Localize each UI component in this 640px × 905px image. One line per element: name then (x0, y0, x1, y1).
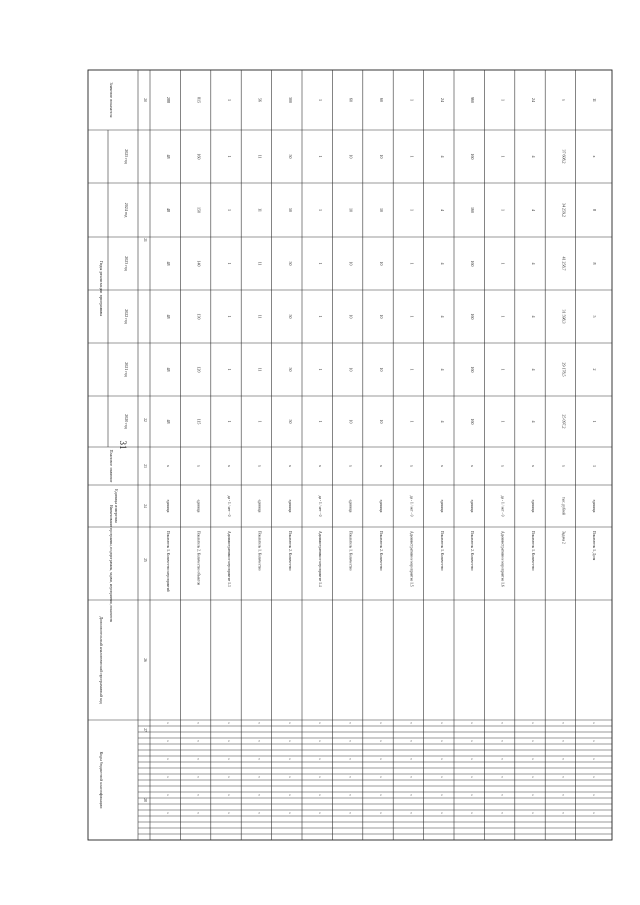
row-year-value: 160 (470, 153, 476, 160)
row-year-value: 50 (287, 419, 293, 424)
row-year-value: 10 (379, 154, 384, 159)
header-program-years: Годы реализации программы (99, 260, 104, 317)
header-year: 2020 год (124, 414, 129, 429)
row-year-value: 1 (500, 155, 506, 158)
row-final: 960 (470, 97, 476, 103)
row-year-value: 50 (287, 367, 293, 372)
row-year-value: 29 178,5 (561, 362, 567, 377)
row-year-value: 10 (379, 419, 384, 424)
row-name: Показатель 1. Количество (257, 531, 262, 571)
row-year-value: 11 (257, 261, 263, 266)
row-year-value: 10 (348, 154, 354, 159)
row-code-mark: x (500, 794, 505, 796)
row-year-value: 10 (379, 367, 384, 372)
row-year-value: 1 (227, 209, 232, 211)
row-name: Показатель 1. Количество (348, 531, 353, 571)
row-unit: единица (591, 499, 596, 513)
row-code-mark: x (166, 812, 171, 814)
row-year-value: 1 (409, 315, 415, 318)
row-code-mark: x (379, 794, 383, 796)
row-code-mark: x (591, 776, 596, 778)
row-code-mark: x (439, 722, 444, 724)
row-name: Административное мероприятие 1.4 (318, 531, 323, 587)
row-year-value: 1 (500, 368, 506, 371)
row-code-mark: x (500, 758, 505, 760)
row-year-value: 4 (439, 368, 445, 371)
row-year-value: 1 (591, 420, 597, 423)
header-budget: Коды бюджетной классификации (99, 751, 104, 809)
row-year-value: 1 (409, 420, 415, 423)
row-code-mark: x (287, 722, 292, 724)
row-code-mark: x (531, 722, 535, 724)
row-name: Показатель 1. Количество мероприятий (166, 531, 171, 592)
row-unit: единица (348, 499, 353, 513)
row-code-mark: x (379, 740, 383, 742)
row-year-value: 10 (348, 208, 354, 212)
row-code-mark: x (531, 776, 535, 778)
row-code-mark: x (318, 758, 323, 760)
row-year-value: 1 (227, 420, 232, 423)
row-year-value: 1 (500, 262, 506, 265)
row-year-value: 160 (470, 418, 476, 425)
row-code-mark: x (348, 794, 353, 796)
row-year-value: 31 598,3 (561, 309, 567, 324)
row-final: 1 (227, 99, 232, 101)
row-code-mark: x (196, 776, 201, 778)
row-year-value: 10 (348, 367, 354, 372)
row-unit: единица (196, 499, 201, 513)
row-year-value: 120 (196, 366, 202, 373)
row-final: 1 (409, 99, 415, 101)
row-year-value: 1 (318, 420, 324, 423)
row-code-mark: x (287, 812, 292, 814)
row-final: 1 (318, 99, 324, 101)
row-final: 60 (379, 98, 384, 102)
row-year-value: 160 (470, 207, 476, 213)
row-code-mark: x (409, 776, 414, 778)
header-analytic: Дополнительный аналитический программный код (99, 616, 104, 704)
row-year-value: 4 (439, 155, 445, 158)
row-year-value: 1 (257, 420, 263, 423)
row-code-mark: x (439, 758, 444, 760)
row-year-value: 10 (348, 314, 354, 319)
row-year-value: x (591, 155, 597, 158)
row-code-mark: x (439, 812, 444, 814)
row-final: 24 (439, 98, 445, 102)
row-code-mark: x (318, 794, 323, 796)
row-code-mark: x (561, 812, 566, 814)
row-code-mark: x (348, 722, 353, 724)
column-number: 26 (143, 658, 147, 662)
row-code-mark: x (318, 740, 323, 742)
row-code-mark: x (348, 758, 353, 760)
row-code-mark: x (500, 722, 505, 724)
row-code-mark: x (196, 722, 201, 724)
row-code-mark: x (470, 794, 475, 796)
row-year-value: 11 (257, 314, 263, 319)
row-code-mark: x (561, 776, 566, 778)
row-year-value: 160 (196, 153, 202, 160)
row-year-value: 1 (227, 315, 232, 318)
row-code-mark: x (227, 812, 231, 814)
row-code-mark: x (409, 722, 414, 724)
row-code-mark: x (166, 758, 171, 760)
column-number: 21 (143, 238, 147, 242)
row-year-value: 1 (227, 155, 232, 158)
table-root (88, 70, 612, 840)
row-year-value: 48 (166, 208, 172, 212)
row-code-mark: x (379, 758, 383, 760)
row-final: 56 (257, 98, 263, 102)
row-year-value: 50 (287, 154, 293, 159)
row-year-value: 25 097,2 (561, 414, 567, 429)
row-year-value: 48 (166, 419, 172, 424)
row-planned: x (318, 465, 324, 467)
row-year-value: 10 (348, 419, 354, 424)
row-unit: да - 1 / нет - 0 (318, 495, 323, 517)
row-name: Административное мероприятие 1.6 (500, 531, 505, 587)
row-year-value: 8 (591, 262, 597, 265)
row-code-mark: x (470, 776, 475, 778)
row-year-value: 160 (470, 260, 476, 267)
row-code-mark: x (591, 740, 596, 742)
row-year-value: 48 (166, 367, 172, 372)
row-code-mark: x (591, 722, 596, 724)
row-code-mark: x (227, 722, 231, 724)
row-code-mark: x (470, 758, 475, 760)
row-unit: да - 1 / нет - 0 (227, 495, 231, 517)
row-code-mark: x (257, 758, 262, 760)
header-unit: Единица измерения (114, 489, 119, 523)
row-year-value: 48 (166, 154, 172, 159)
row-code-mark: x (227, 758, 231, 760)
row-year-value: 1 (409, 155, 415, 158)
row-year-value: 5 (591, 315, 597, 318)
row-name: Показатель 1. Количество (439, 531, 444, 571)
row-year-value: 1 (500, 209, 506, 211)
row-final: 60 (348, 98, 354, 102)
row-year-value: 4 (531, 420, 536, 423)
row-planned: x (227, 465, 232, 467)
row-code-mark: x (318, 722, 323, 724)
row-year-value: 8 (591, 209, 597, 211)
row-year-value: 41 258,7 (561, 256, 567, 271)
row-unit: да - 1 / нет - 0 (409, 495, 414, 517)
row-year-value: 4 (439, 209, 445, 211)
row-year-value: 1 (500, 315, 506, 318)
row-planned: x (409, 465, 415, 467)
row-name: Показатель 2. Количество объектов (196, 531, 201, 586)
row-code-mark: x (531, 740, 535, 742)
row-year-value: 4 (531, 209, 536, 211)
header-planned: Плановое значение (109, 449, 114, 483)
row-final: 11 (591, 98, 597, 102)
row-final: x (561, 99, 567, 101)
row-year-value: 160 (470, 313, 476, 320)
row-planned: x (561, 465, 567, 467)
row-year-value: 10 (379, 261, 384, 266)
row-code-mark: x (561, 722, 566, 724)
row-code-mark: x (409, 812, 414, 814)
row-year-value: 34 259,2 (561, 203, 567, 217)
row-code-mark: x (348, 812, 353, 814)
column-number: 23 (143, 464, 147, 468)
row-year-value: 11 (257, 154, 263, 159)
row-name: Задача 2 (561, 531, 566, 544)
row-planned: 1 (591, 465, 597, 467)
row-planned: x (439, 465, 445, 467)
row-code-mark: x (379, 812, 383, 814)
row-unit: единица (379, 499, 383, 513)
row-year-value: 150 (196, 207, 202, 213)
row-code-mark: x (500, 812, 505, 814)
header-year: 2021 год (124, 362, 129, 377)
row-year-value: 11 (257, 367, 263, 372)
row-year-value: 1 (318, 209, 324, 211)
row-code-mark: x (409, 758, 414, 760)
row-code-mark: x (379, 722, 383, 724)
row-code-mark: x (196, 740, 201, 742)
row-code-mark: x (257, 722, 262, 724)
row-year-value: 10 (348, 261, 354, 266)
row-year-value: 1 (227, 262, 232, 265)
header-year: 2025 год (124, 149, 129, 164)
row-planned: x (348, 465, 354, 467)
row-year-value: 1 (227, 368, 232, 371)
row-code-mark: x (227, 776, 231, 778)
row-code-mark: x (166, 794, 171, 796)
row-unit: единица (531, 499, 535, 513)
row-unit: да - 1 / нет - 0 (500, 495, 505, 517)
row-year-value: 10 (379, 208, 384, 212)
row-planned: x (166, 465, 172, 467)
row-year-value: 1 (409, 262, 415, 265)
row-year-value: 1 (318, 315, 324, 318)
row-name: Административное мероприятие 1.3 (227, 531, 231, 587)
row-year-value: 2 (591, 368, 597, 371)
row-code-mark: x (227, 794, 231, 796)
row-final: 1 (500, 99, 506, 101)
row-planned: x (196, 465, 202, 467)
row-code-mark: x (470, 812, 475, 814)
row-code-mark: x (318, 776, 323, 778)
row-year-value: 1 (318, 368, 324, 371)
row-name: Показатель 2. Количество (287, 531, 292, 571)
row-code-mark: x (287, 794, 292, 796)
header-final: Значение показателя (109, 82, 114, 118)
row-code-mark: x (591, 812, 596, 814)
row-name: Показатель 1. Количество (531, 531, 535, 571)
row-code-mark: x (257, 776, 262, 778)
row-code-mark: x (287, 776, 292, 778)
row-unit: тыс. рублей (561, 497, 566, 515)
row-year-value: 1 (500, 420, 506, 423)
column-number: 28 (143, 798, 147, 802)
row-name: Показатель 2. Количество (379, 531, 383, 571)
row-year-value: 48 (166, 314, 172, 319)
row-unit: единица (470, 499, 475, 513)
row-code-mark: x (561, 740, 566, 742)
row-year-value: 50 (287, 314, 293, 319)
row-year-value: 4 (531, 368, 536, 371)
row-code-mark: x (531, 758, 535, 760)
row-planned: x (500, 465, 506, 467)
column-number: 24 (143, 504, 147, 508)
row-code-mark: x (257, 794, 262, 796)
row-year-value: 48 (166, 261, 172, 266)
row-planned: x (470, 465, 476, 467)
row-year-value: 1 (318, 155, 324, 158)
row-year-value: 37 608,2 (561, 149, 567, 164)
row-code-mark: x (470, 722, 475, 724)
row-code-mark: x (287, 758, 292, 760)
row-unit: единица (166, 499, 171, 513)
row-code-mark: x (561, 794, 566, 796)
row-code-mark: x (439, 776, 444, 778)
row-year-value: 1 (409, 209, 415, 211)
row-year-value: 4 (439, 420, 445, 423)
row-code-mark: x (561, 758, 566, 760)
row-year-value: 50 (287, 261, 293, 266)
column-number: 25 (143, 558, 147, 562)
row-code-mark: x (470, 740, 475, 742)
row-year-value: 4 (439, 315, 445, 318)
row-code-mark: x (439, 794, 444, 796)
row-final: 288 (166, 97, 172, 103)
row-year-value: 140 (196, 260, 202, 267)
column-number: 27 (143, 728, 147, 732)
header-year: 2022 год (124, 309, 129, 324)
row-code-mark: x (409, 740, 414, 742)
row-year-value: 4 (531, 262, 536, 265)
row-year-value: 10 (379, 314, 384, 319)
row-year-value: 160 (470, 366, 476, 373)
row-planned: x (257, 465, 263, 467)
row-year-value: 115 (196, 418, 202, 425)
row-final: 300 (287, 97, 293, 103)
header-name: Наименование программы, подпрограммы, задачи, мероприятия, показателя (109, 504, 113, 623)
row-unit: единица (257, 499, 262, 513)
row-code-mark: x (348, 776, 353, 778)
row-code-mark: x (409, 794, 414, 796)
row-year-value: 1 (318, 262, 324, 265)
page-number: 31 (118, 440, 128, 450)
column-number: 22 (143, 418, 147, 422)
header-year: 2024 год (124, 202, 129, 218)
row-name: Административное мероприятие 1.5 (409, 531, 414, 587)
row-year-value: 50 (287, 208, 293, 212)
row-code-mark: x (166, 776, 171, 778)
row-code-mark: x (166, 722, 171, 724)
row-code-mark: x (500, 776, 505, 778)
row-code-mark: x (531, 812, 535, 814)
row-year-value: 1 (409, 368, 415, 371)
row-code-mark: x (196, 758, 201, 760)
row-code-mark: x (591, 794, 596, 796)
row-final: 815 (196, 97, 202, 103)
row-code-mark: x (196, 812, 201, 814)
row-code-mark: x (531, 794, 535, 796)
row-code-mark: x (379, 776, 383, 778)
table-frame (88, 70, 612, 840)
row-code-mark: x (196, 794, 201, 796)
row-year-value: 4 (439, 262, 445, 265)
header-year: 2023 год (124, 256, 129, 271)
row-unit: единица (439, 499, 444, 513)
row-year-value: 11 (257, 208, 263, 212)
row-name: Показатель 1. Доля (591, 531, 596, 561)
row-code-mark: x (227, 740, 231, 742)
row-code-mark: x (287, 740, 292, 742)
row-planned: x (287, 465, 293, 467)
row-planned: x (379, 465, 384, 467)
row-code-mark: x (257, 812, 262, 814)
row-unit: единица (287, 499, 292, 513)
row-code-mark: x (318, 812, 323, 814)
row-planned: x (531, 465, 536, 467)
row-code-mark: x (591, 758, 596, 760)
row-final: 24 (531, 98, 536, 102)
row-name: Показатель 2. Количество (470, 531, 475, 571)
row-year-value: 4 (531, 315, 536, 318)
row-code-mark: x (500, 740, 505, 742)
row-year-value: 4 (531, 155, 536, 158)
row-code-mark: x (257, 740, 262, 742)
row-year-value: 130 (196, 313, 202, 320)
column-number: 20 (143, 98, 147, 102)
row-code-mark: x (348, 740, 353, 742)
row-code-mark: x (439, 740, 444, 742)
row-code-mark: x (166, 740, 171, 742)
